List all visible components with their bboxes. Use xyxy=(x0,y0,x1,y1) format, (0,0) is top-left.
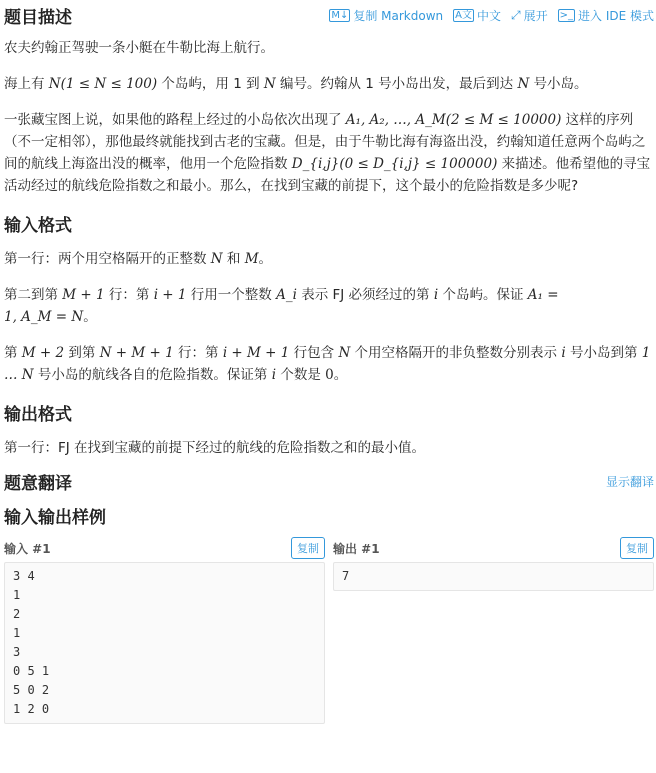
markdown-icon: M↓ xyxy=(331,9,349,21)
sample-input-code[interactable]: 3 4 1 2 1 3 0 5 1 5 0 2 1 2 0 xyxy=(4,562,325,724)
copy-markdown-button[interactable]: M↓ 复制 Markdown xyxy=(331,8,444,23)
sample-input-label: 输入 #1 xyxy=(4,541,51,556)
description-paragraph: 海上有 N(1 ≤ N ≤ 100) 个岛屿，用 1 到 N 编号。约翰从 1 号小岛出发，最后到达 N 号小岛。 xyxy=(4,76,588,92)
samples-container xyxy=(4,536,654,724)
sample-output-block xyxy=(333,536,654,724)
translation-header xyxy=(4,467,654,495)
expand-button[interactable]: ⤢ 展开 xyxy=(510,7,548,23)
description-header xyxy=(4,1,654,29)
input-format-paragraph: 第一行：两个用空格隔开的正整数 N 和 M。 xyxy=(4,251,273,267)
sample-input-block xyxy=(4,536,325,724)
section-title-input-format: 输入格式 xyxy=(4,216,72,236)
problem-page xyxy=(4,0,654,724)
sample-output-code[interactable]: 7 xyxy=(333,562,654,591)
expand-icon: ⤢ xyxy=(510,7,521,22)
sample-input-header xyxy=(4,536,325,560)
section-title-output-format: 输出格式 xyxy=(4,405,72,425)
copy-output-button[interactable]: 复制 xyxy=(620,537,654,559)
description-body xyxy=(4,37,654,197)
ide-mode-button[interactable]: >_ 进入 IDE 模式 xyxy=(559,8,654,23)
description-paragraph: 农夫约翰正驾驶一条小艇在牛勒比海上航行。 xyxy=(4,40,274,56)
input-format-paragraph: 第 M + 2 到第 N + M + 1 行：第 i + M + 1 行包含 N 个用空格隔开的非负整数分别表示 i 号小岛到第 1 … N 号小岛的航线各自的危险指数。保证第 i 个数是 0。 xyxy=(4,345,651,383)
output-format-paragraph: 第一行：FJ 在找到宝藏的前提下经过的航线的危险指数之和的最小值。 xyxy=(4,440,426,456)
terminal-icon: >_ xyxy=(559,9,573,21)
section-title-description: 题目描述 xyxy=(4,7,72,28)
copy-input-button[interactable]: 复制 xyxy=(291,537,325,559)
language-button[interactable]: A文 中文 xyxy=(455,8,501,23)
sample-output-header xyxy=(333,536,654,560)
section-title-translation: 题意翻译 xyxy=(4,473,72,494)
input-format-paragraph: 第二到第 M + 1 行：第 i + 1 行用一个整数 A_i 表示 FJ 必须经过的第 i 个岛屿。保证 A₁ = 1, A_M = N。 xyxy=(4,287,559,325)
section-title-samples: 输入输出样例 xyxy=(4,508,106,528)
toolbar xyxy=(329,7,654,24)
show-translation-link[interactable]: 显示翻译 xyxy=(605,474,654,489)
sample-output-label: 输出 #1 xyxy=(333,541,380,556)
translate-icon: A文 xyxy=(455,9,472,21)
description-paragraph: 一张藏宝图上说，如果他的路程上经过的小岛依次出现了 A₁, A₂, …, A_M(2 ≤ M ≤ 10000) 这样的序列（不一定相邻），那他最终就能找到古老的宝藏。但是，由于牛勒比海有海盗出没，约翰知道任意两个岛屿之间的航线上海盗出没的概率，他用一个危险指数 D_{i,j}(0 ≤ D_{i,j} ≤ 100000) 来描述。他希望他的寻宝活动经过的航线危险指数之和最小。那么，在找到宝藏的前提下，这个最小的危险指数是多少呢? xyxy=(4,112,651,194)
